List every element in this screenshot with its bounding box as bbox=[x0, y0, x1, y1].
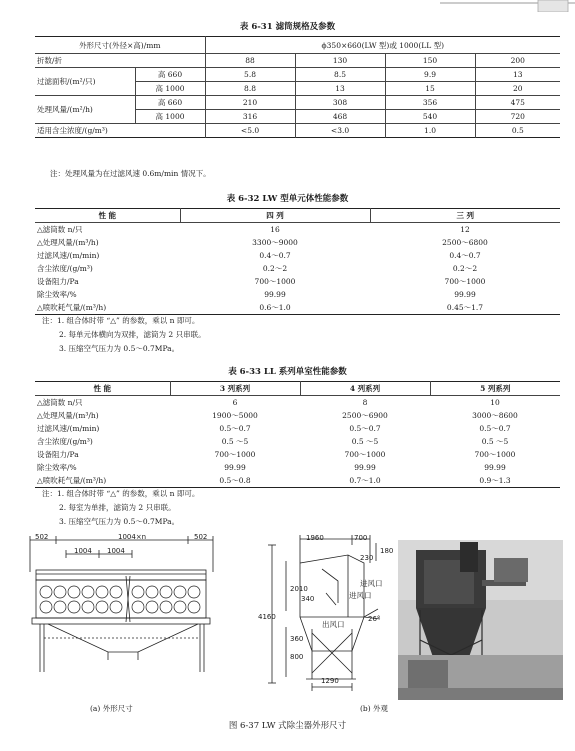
dim-1960: 1960 bbox=[306, 534, 324, 542]
t31-cell: 540 bbox=[385, 110, 475, 124]
top-edge bbox=[0, 0, 575, 12]
t32-cell: 0.2～2 bbox=[262, 264, 288, 273]
figure-b-label: (b) 外观 bbox=[360, 704, 389, 713]
t31-cell: 356 bbox=[385, 96, 475, 110]
t31-cell: 88 bbox=[205, 54, 295, 68]
t31-cell: 468 bbox=[295, 110, 385, 124]
t32-note-1: 注：1. 组合体时带 “△” 的参数，乘以 n 即可。 bbox=[42, 316, 200, 325]
t32-cell: 0.6～1.0 bbox=[259, 303, 291, 312]
t32-h0: 性 能 bbox=[98, 211, 117, 220]
table33-caption: 表 6-33 LL 系列单室性能参数 bbox=[228, 367, 347, 377]
t31-cell: 5.8 bbox=[205, 68, 295, 82]
t31-cell: 0.5 bbox=[475, 124, 560, 138]
figure-caption: 图 6-37 LW 式除尘器外形尺寸 bbox=[228, 721, 347, 731]
t33-cell: 0.5 ～5 bbox=[351, 437, 379, 446]
t32-note-2: 2. 每单元体横向为双排，滤筒为 2 只串联。 bbox=[59, 330, 206, 339]
t33-label: △喷吹耗气量/(m³/h) bbox=[37, 476, 107, 485]
t32-cell: 0.4～0.7 bbox=[449, 251, 481, 260]
t31-cell: 720 bbox=[475, 110, 560, 124]
t32-h1: 四 列 bbox=[180, 209, 370, 223]
t32-cell: 16 bbox=[270, 225, 280, 234]
t32-cell: 99.99 bbox=[264, 290, 286, 299]
t32-cell: 99.99 bbox=[454, 290, 476, 299]
t31-cell: <3.0 bbox=[295, 124, 385, 138]
t33-cell: 0.5～0.7 bbox=[349, 424, 381, 433]
dim-2010: 2010 bbox=[290, 585, 308, 593]
t31-sub: 高 660 bbox=[135, 68, 205, 82]
t31-cell: 1.0 bbox=[385, 124, 475, 138]
t33-label: 设备阻力/Pa bbox=[37, 450, 79, 459]
t33-h2: 4 列系列 bbox=[300, 382, 430, 396]
t33-label: △滤筒数 n/只 bbox=[37, 398, 83, 407]
table31 bbox=[35, 36, 560, 138]
dim-total: 1004×n bbox=[118, 533, 147, 541]
t32-cell: 0.45～1.7 bbox=[446, 303, 484, 312]
t32-cell: 0.2～2 bbox=[452, 264, 478, 273]
dim-angle: 26° bbox=[368, 615, 381, 623]
t31-cell: 13 bbox=[295, 82, 385, 96]
t31-cell: 308 bbox=[295, 96, 385, 110]
t32-cell: 12 bbox=[460, 225, 470, 234]
t31-cell: 475 bbox=[475, 96, 560, 110]
dim-1290: 1290 bbox=[321, 677, 339, 685]
dim-1004-b: 1004 bbox=[107, 547, 125, 555]
t31-cell: 20 bbox=[475, 82, 560, 96]
t32-label: 含尘浓度/(g/m³) bbox=[37, 264, 93, 273]
t31-cell: 316 bbox=[205, 110, 295, 124]
dim-180: 180 bbox=[380, 547, 394, 555]
label-inlet: 进风口 bbox=[360, 579, 383, 588]
t31-r5-label: 适用含尘浓度/(g/m³) bbox=[37, 126, 108, 135]
t33-cell: 99.99 bbox=[354, 463, 376, 472]
t32-cell: 0.4～0.7 bbox=[259, 251, 291, 260]
t32-cell: 700～1000 bbox=[254, 277, 296, 286]
t31-sub: 高 1000 bbox=[135, 110, 205, 124]
dim-1004-a: 1004 bbox=[74, 547, 92, 555]
dim-4160: 4160 bbox=[258, 613, 276, 621]
t33-h3: 5 列系列 bbox=[430, 382, 560, 396]
t33-cell: 2500～6900 bbox=[342, 411, 388, 420]
t33-note-1: 注：1. 组合体时带 “△” 的参数，乘以 n 即可。 bbox=[42, 489, 200, 498]
t33-cell: 0.5～0.7 bbox=[219, 424, 251, 433]
t33-label: 过滤风速/(m/min) bbox=[37, 424, 100, 433]
t31-cell: 9.9 bbox=[385, 68, 475, 82]
t32-label: △喷吹耗气量/(m³/h) bbox=[37, 303, 107, 312]
t32-cell: 700～1000 bbox=[444, 277, 486, 286]
t31-header-value: ϕ350×660(LW 型)或 1000(LL 型) bbox=[205, 37, 560, 54]
t33-cell: 6 bbox=[232, 398, 238, 407]
t32-h2: 三 列 bbox=[370, 209, 560, 223]
label-outlet: 出风口 bbox=[322, 620, 345, 629]
t31-cell: 200 bbox=[475, 54, 560, 68]
t32-cell: 3300～9000 bbox=[252, 238, 298, 247]
t31-r3-label: 处理风量/(m²/h) bbox=[37, 105, 93, 114]
t31-r1-label: 过滤面积/(m²/只) bbox=[37, 77, 96, 86]
t33-note-2: 2. 每室为单排，滤筒为 2 只串联。 bbox=[59, 503, 176, 512]
t31-cell: 8.8 bbox=[205, 82, 295, 96]
t33-h0: 性 能 bbox=[93, 384, 112, 393]
t33-cell: 1900～5000 bbox=[212, 411, 258, 420]
t33-cell: 10 bbox=[490, 398, 500, 407]
t32-note-3: 3. 压缩空气压力为 0.5～0.7MPa。 bbox=[59, 344, 180, 353]
t33-cell: 700～1000 bbox=[214, 450, 256, 459]
table32-caption: 表 6-32 LW 型单元体性能参数 bbox=[226, 194, 349, 204]
t32-label: 除尘效率/% bbox=[37, 290, 77, 299]
label-inlet-2: 进风口 bbox=[349, 591, 372, 600]
t33-cell: 700～1000 bbox=[474, 450, 516, 459]
t33-cell: 8 bbox=[362, 398, 368, 407]
t31-sub: 高 660 bbox=[135, 96, 205, 110]
t33-cell: 99.99 bbox=[224, 463, 246, 472]
t31-note: 注：处理风量为在过滤风速 0.6m/min 情况下。 bbox=[50, 169, 211, 178]
table31-caption: 表 6-31 滤筒规格及参数 bbox=[239, 22, 336, 32]
dim-700: 700 bbox=[354, 534, 368, 542]
t31-cell: 210 bbox=[205, 96, 295, 110]
dim-800: 800 bbox=[290, 653, 304, 661]
t31-cell: 13 bbox=[475, 68, 560, 82]
t32-label: 设备阻力/Pa bbox=[37, 277, 79, 286]
dim-502-left: 502 bbox=[35, 533, 49, 541]
t32-label: 过滤风速/(m/min) bbox=[37, 251, 100, 260]
t32-cell: 2500～6800 bbox=[442, 238, 488, 247]
dim-230: 230 bbox=[360, 554, 374, 562]
t33-h1: 3 列系列 bbox=[170, 382, 300, 396]
t31-cell: 15 bbox=[385, 82, 475, 96]
t33-label: 除尘效率/% bbox=[37, 463, 77, 472]
table32 bbox=[35, 208, 560, 315]
t31-cell: 130 bbox=[295, 54, 385, 68]
t33-cell: 700～1000 bbox=[344, 450, 386, 459]
t31-cell: <5.0 bbox=[205, 124, 295, 138]
t33-cell: 0.5 ～5 bbox=[221, 437, 249, 446]
t33-label: △处理风量/(m³/h) bbox=[37, 411, 99, 420]
t32-label: △滤筒数 n/只 bbox=[37, 225, 83, 234]
dust-collector-photo bbox=[398, 540, 563, 700]
figure-a-drawing bbox=[28, 532, 228, 687]
dim-360: 360 bbox=[290, 635, 304, 643]
t33-label: 含尘浓度/(g/m³) bbox=[37, 437, 93, 446]
t33-cell: 0.5 ～5 bbox=[481, 437, 509, 446]
t33-cell: 0.9～1.3 bbox=[479, 476, 511, 485]
t33-cell: 0.5～0.7 bbox=[479, 424, 511, 433]
t31-r0-label: 折数/折 bbox=[37, 56, 63, 65]
table33 bbox=[35, 381, 560, 488]
t33-cell: 99.99 bbox=[484, 463, 506, 472]
dim-340: 340 bbox=[301, 595, 315, 603]
figure-a-label: (a) 外形尺寸 bbox=[90, 704, 133, 713]
t31-header-label: 外形尺寸(外径×高)/mm bbox=[79, 40, 161, 50]
t33-cell: 0.5～0.8 bbox=[219, 476, 251, 485]
t31-sub: 高 1000 bbox=[135, 82, 205, 96]
t33-note-3: 3. 压缩空气压力为 0.5～0.7MPa。 bbox=[59, 517, 180, 526]
dim-502-right: 502 bbox=[194, 533, 208, 541]
t33-cell: 0.7～1.0 bbox=[349, 476, 381, 485]
t32-label: △处理风量/(m³/h) bbox=[37, 238, 99, 247]
t31-cell: 8.5 bbox=[295, 68, 385, 82]
t31-cell: 150 bbox=[385, 54, 475, 68]
t33-cell: 3000～8600 bbox=[472, 411, 518, 420]
